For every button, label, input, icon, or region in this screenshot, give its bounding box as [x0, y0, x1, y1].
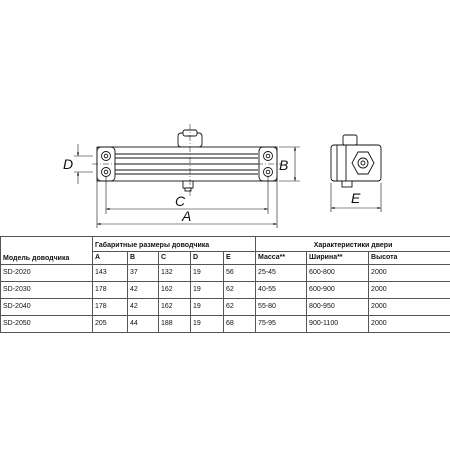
table-cell: 600-800	[307, 265, 369, 282]
table-row	[1, 265, 450, 282]
model-cell: SD-2030	[1, 282, 93, 299]
table-cell: 143	[93, 265, 128, 282]
table-cell: 68	[224, 316, 256, 333]
side-view	[331, 135, 381, 187]
col-header: C	[159, 252, 191, 265]
model-cell: SD-2040	[1, 299, 93, 316]
table-row	[1, 282, 450, 299]
table-cell: 205	[93, 316, 128, 333]
table-cell: 62	[224, 282, 256, 299]
table-cell: 55-80	[256, 299, 307, 316]
table-cell: 2000	[369, 282, 450, 299]
table-cell: 40-55	[256, 282, 307, 299]
table-cell: 42	[128, 299, 159, 316]
table-cell: 178	[93, 299, 128, 316]
table-cell: 19	[191, 265, 224, 282]
model-cell: SD-2050	[1, 316, 93, 333]
table-row	[1, 316, 450, 333]
table-cell: 19	[191, 316, 224, 333]
front-view	[92, 124, 282, 196]
table-cell: 19	[191, 282, 224, 299]
table-cell: 178	[93, 282, 128, 299]
table-cell: 42	[128, 282, 159, 299]
table-cell: 900-1100	[307, 316, 369, 333]
col-header: E	[224, 252, 256, 265]
dimension-d-label: D	[63, 156, 74, 172]
dimension-a-label: A	[182, 208, 192, 224]
table-cell: 2000	[369, 316, 450, 333]
table-cell: 132	[159, 265, 191, 282]
table-cell: 2000	[369, 299, 450, 316]
table-cell: 188	[159, 316, 191, 333]
table-header-row	[1, 237, 450, 252]
dimension-e-label: E	[351, 190, 361, 206]
table-cell: 2000	[369, 265, 450, 282]
dimension-c-label: C	[175, 193, 186, 209]
spec-table	[0, 236, 450, 333]
table-cell: 75-95	[256, 316, 307, 333]
dimension-b-label: B	[279, 157, 289, 173]
group-dimensions-header: Габаритные размеры доводчика	[93, 237, 256, 252]
col-header: A	[93, 252, 128, 265]
table-row	[1, 299, 450, 316]
table-cell: 37	[128, 265, 159, 282]
model-header: Модель доводчика	[1, 237, 93, 265]
table-cell: 19	[191, 299, 224, 316]
table-cell: 62	[224, 299, 256, 316]
table-cell: 44	[128, 316, 159, 333]
table-cell: 162	[159, 282, 191, 299]
table-cell: 25-45	[256, 265, 307, 282]
col-header: B	[128, 252, 159, 265]
adjusting-valve	[183, 181, 193, 188]
col-header: Ширина**	[307, 252, 369, 265]
col-header: Масса**	[256, 252, 307, 265]
col-header: D	[191, 252, 224, 265]
col-header: Высота	[369, 252, 450, 265]
table-cell: 162	[159, 299, 191, 316]
side-valve	[342, 181, 352, 187]
model-cell: SD-2020	[1, 265, 93, 282]
side-arm-top	[343, 135, 357, 145]
table-cell: 600-900	[307, 282, 369, 299]
table-cell: 800-950	[307, 299, 369, 316]
table-cell: 56	[224, 265, 256, 282]
group-door-header: Характеристики двери	[256, 237, 450, 252]
